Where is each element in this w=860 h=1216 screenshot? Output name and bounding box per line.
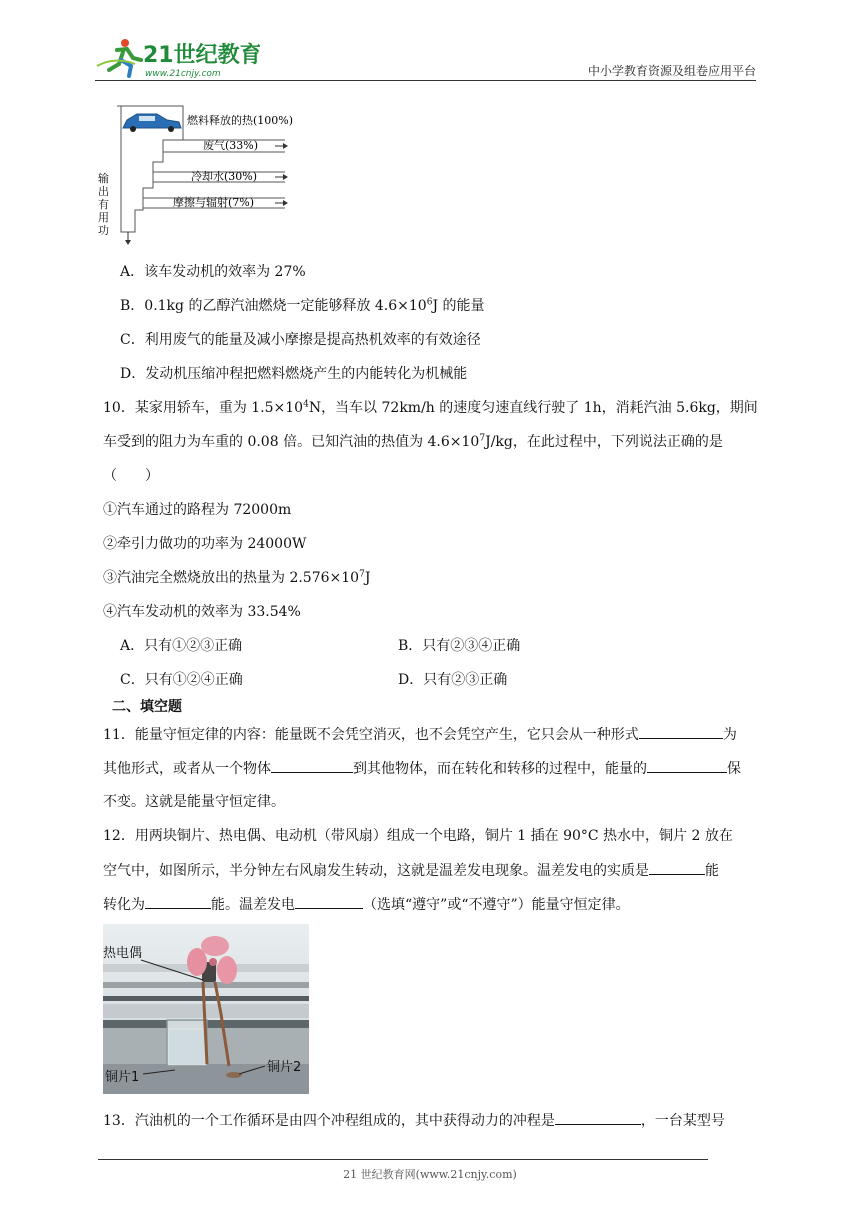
footer-text: 21 世纪教育网(www.21cnjy.com) [343,1168,517,1181]
q10-line-2: 车受到的阻力为车重的 0.08 倍。已知汽油的热值为 $4.6\times 10^7J/kg$，在此过程中，下列说法正确的是 [103,433,723,450]
q12-blank-1[interactable] [649,860,705,875]
q10-statement-2: ②牵引力做功的功率为 24000W [103,536,307,552]
q11-line-3: 不变。这就是能量守恒定律。 [103,794,285,810]
logo-main-text: 21世纪教育 [143,43,260,68]
footer-divider [98,1159,708,1160]
thermocouple-label: 热电偶 [103,946,143,961]
q12-line-1: 12．用两块铜片、热电偶、电动机（带风扇）组成一个电路，铜片 1 插在 90°C 热水中，铜片 2 放在 [103,828,733,844]
copper-plate-1-label: 铜片1 [105,1070,140,1085]
q10-option-a: A．只有①②③正确 [120,638,243,654]
q11-blank-1[interactable] [639,724,723,739]
q11-line-1: 11．能量守恒定律的内容：能量既不会凭空消灭，也不会凭空产生，它只会从一种形式 为 [103,724,737,745]
header-platform-text: 中小学教育资源及组卷应用平台 [587,64,756,78]
q12-blank-3[interactable] [295,894,363,909]
q10-statement-4: ④汽车发动机的效率为 33.54% [103,604,301,620]
q13-blank-1[interactable] [555,1110,641,1125]
q9-option-d: D．发动机压缩冲程把燃料燃烧产生的内能转化为机械能 [120,366,468,382]
exhaust-label: 废气(33%) [203,139,259,152]
q10-statement-1: ①汽车通过的路程为 72000m [103,502,292,518]
energy-flow-diagram [95,100,315,250]
thermoelectric-photo [103,924,309,1094]
header-divider [95,80,756,81]
q10-option-d: D．只有②③正确 [398,672,508,688]
q10-option-b: B．只有②③④正确 [398,638,521,654]
q10-statement-3: ③汽油完全燃烧放出的热量为 $2.576\times 10^7J$ [103,569,371,586]
cooling-water-label: 冷却水(30%) [191,170,258,183]
copper-plate-2-label: 铜片2 [267,1060,302,1075]
friction-radiation-label: 摩擦与辐射(7%) [173,196,255,209]
q12-line-2: 空气中，如图所示，半分钟左右风扇发生转动，这就是温差发电现象。温差发电的实质是 能 [103,860,719,881]
site-logo [95,36,260,80]
q12-line-3: 转化为 能。温差发电 （选填“遵守”或“不遵守”）能量守恒定律。 [103,894,630,915]
logo-sub-text: www.21cnjy.com [145,69,221,79]
fuel-heat-label: 燃料释放的热(100%) [187,114,294,127]
section-title-fill-blank: 二、填空题 [112,699,182,715]
car-icon [123,114,181,132]
q9-option-c: C．利用废气的能量及减小摩擦是提高热机效率的有效途径 [120,332,481,348]
q11-line-2: 其他形式，或者从一个物体 到其他物体，而在转化和转移的过程中，能量的 保 [103,758,741,779]
q10-line-1: 10．某家用轿车，重为 $1.5\times 10^4N$，当车以 72km/h 的速度匀速直线行驶了 1h，消耗汽油 5.6kg，期间 [103,399,758,416]
q9-option-a: A．该车发动机的效率为 27% [120,264,306,280]
useful-work-label: 输出有用功 [98,172,109,237]
q11-blank-3[interactable] [647,758,727,773]
q11-blank-2[interactable] [271,758,353,773]
q12-blank-2[interactable] [145,894,211,909]
running-man-icon [97,39,141,76]
q13-line-1: 13．汽油机的一个工作循环是由四个冲程组成的，其中获得动力的冲程是 ，一台某型号 [103,1110,725,1131]
q10-answer-bracket: （ ） [103,468,159,484]
q10-option-c: C．只有①②④正确 [120,672,243,688]
q9-option-b: B．0.1kg 的乙醇汽油燃烧一定能够释放 $4.6\times 10^6J$ 的能量 [120,297,485,314]
